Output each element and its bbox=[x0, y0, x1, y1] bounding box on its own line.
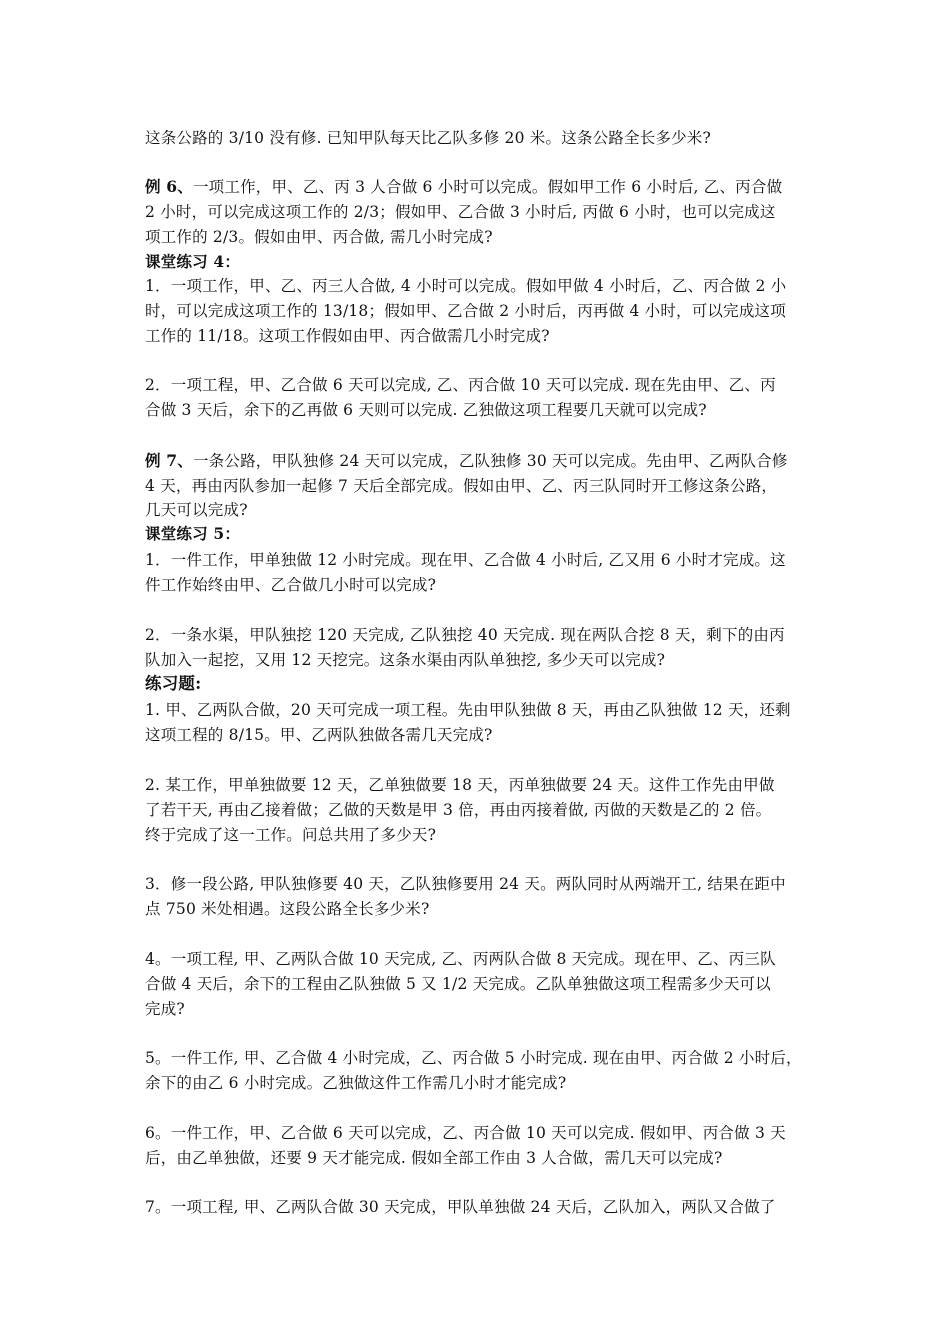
text-line: 了若干天, 再由乙接着做；乙做的天数是甲 3 倍，再由丙接着做, 丙做的天数是乙的 2 倍。 bbox=[145, 801, 772, 819]
text-line: 件工作始终由甲、乙合做几小时可以完成? bbox=[145, 576, 437, 594]
text-line: 6。一件工作，甲、乙合做 6 天可以完成，乙、丙合做 10 天可以完成. 假如甲、丙合做 3 天 bbox=[145, 1124, 786, 1142]
text-line: 2．一条水渠，甲队独挖 120 天完成, 乙队独挖 40 天完成. 现在两队合挖 8 天，剩下的由丙 bbox=[145, 626, 785, 644]
text-line: 工作的 11/18。这项工作假如由甲、丙合做需几小时完成? bbox=[145, 327, 550, 345]
text-line: 几天可以完成? bbox=[145, 501, 248, 519]
text-line: 2．一项工程，甲、乙合做 6 天可以完成, 乙、丙合做 10 天可以完成. 现在先由甲、乙、丙 bbox=[145, 376, 776, 394]
text-line: 2. 某工作，甲单独做要 12 天，乙单独做要 18 天，丙单独做要 24 天。这件工作先由甲做 bbox=[145, 776, 775, 794]
text-line: 4。一项工程, 甲、乙两队合做 10 天完成, 乙、丙两队合做 8 天完成。现在甲、乙、丙三队 bbox=[145, 950, 776, 968]
text-line: 3．修一段公路, 甲队独修要 40 天，乙队独修要用 24 天。两队同时从两端开工, 结果在距中 bbox=[145, 875, 786, 893]
example-label: 例 6、 bbox=[145, 177, 193, 196]
text-line: 1. 甲、乙两队合做，20 天可完成一项工程。先由甲队独做 8 天，再由乙队独做 12 天，还剩 bbox=[145, 701, 791, 719]
example-7 bbox=[145, 451, 788, 471]
text-line: 4 天，再由丙队参加一起修 7 天后全部完成。假如由甲、乙、丙三队同时开工修这条公路， bbox=[145, 477, 778, 495]
exercises-heading: 练习题: bbox=[145, 674, 202, 693]
text-line: 5。一件工作, 甲、乙合做 4 小时完成，乙、丙合做 5 小时完成. 现在由甲、丙合做 2 小时后， bbox=[145, 1049, 802, 1067]
text-line: 点 750 米处相遇。这段公路全长多少米? bbox=[145, 900, 430, 918]
text-line: 这项工程的 8/15。甲、乙两队独做各需几天完成? bbox=[145, 726, 493, 744]
text-line: 时，可以完成这项工作的 13/18；假如甲、乙合做 2 小时后，丙再做 4 小时，可以完成这项 bbox=[145, 302, 786, 320]
section-heading: 课堂练习 5： bbox=[145, 524, 241, 543]
text-line: 队加入一起挖，又用 12 天挖完。这条水渠由丙队单独挖, 多少天可以完成? bbox=[145, 651, 666, 669]
text-line: 7。一项工程, 甲、乙两队合做 30 天完成，甲队单独做 24 天后，乙队加入，两队又合做了 bbox=[145, 1198, 776, 1216]
example-label: 例 7、 bbox=[145, 451, 193, 470]
text-line: 合做 4 天后，余下的工程由乙队独做 5 又 1/2 天完成。乙队单独做这项工程需多少天可以 bbox=[145, 975, 771, 993]
example-6 bbox=[145, 177, 782, 197]
text-line: 完成? bbox=[145, 1000, 185, 1018]
text-line: 合做 3 天后，余下的乙再做 6 天则可以完成. 乙独做这项工程要几天就可以完成? bbox=[145, 401, 707, 419]
text-line: 余下的由乙 6 小时完成。乙独做这件工作需几小时才能完成? bbox=[145, 1074, 567, 1092]
text-line: 这条公路的 3/10 没有修. 已知甲队每天比乙队多修 20 米。这条公路全长多少米? bbox=[145, 129, 712, 147]
example-text: 一项工作，甲、乙、丙 3 人合做 6 小时可以完成。假如甲工作 6 小时后, 乙、丙合做 bbox=[192, 178, 783, 196]
text-line: 终于完成了这一工作。问总共用了多少天? bbox=[145, 826, 437, 844]
text-line: 1．一项工作，甲、乙、丙三人合做, 4 小时可以完成。假如甲做 4 小时后，乙、丙合做 2 小 bbox=[145, 277, 787, 295]
text-line: 2 小时，可以完成这项工作的 2/3；假如甲、乙合做 3 小时后, 丙做 6 小时，也可以完成这 bbox=[145, 203, 776, 221]
text-line: 后，由乙单独做，还要 9 天才能完成. 假如全部工作由 3 人合做，需几天可以完成? bbox=[145, 1149, 723, 1167]
example-text: 一条公路，甲队独修 24 天可以完成，乙队独修 30 天可以完成。先由甲、乙两队合修 bbox=[192, 452, 788, 470]
text-line: 1．一件工作，甲单独做 12 小时完成。现在甲、乙合做 4 小时后, 乙又用 6 小时才完成。这 bbox=[145, 551, 786, 569]
text-line: 项工作的 2/3。假如由甲、丙合做, 需几小时完成? bbox=[145, 228, 493, 246]
section-heading: 课堂练习 4： bbox=[145, 252, 241, 271]
